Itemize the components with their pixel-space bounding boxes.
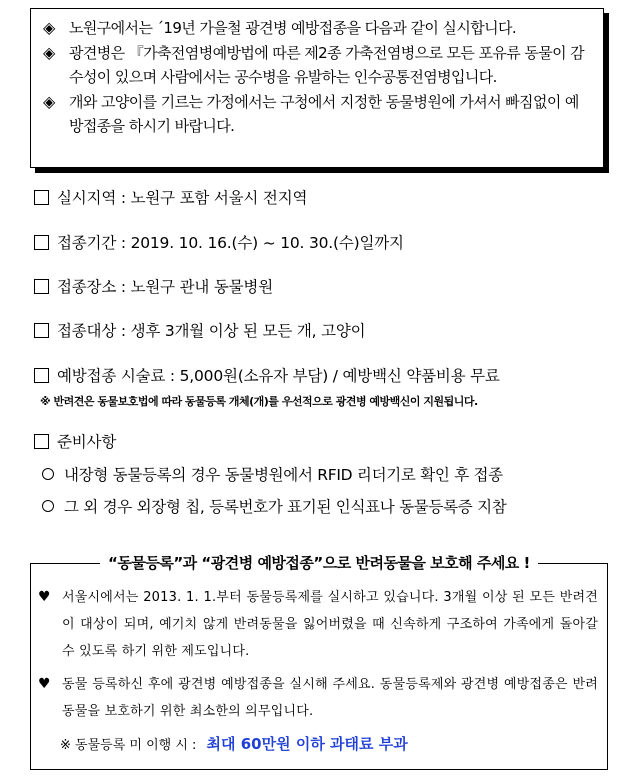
intro-item — [43, 16, 591, 41]
intro-item — [43, 41, 591, 90]
heart-bullet-icon: ♥ — [38, 676, 51, 692]
prep-heading — [34, 430, 116, 452]
detail-place-text: 접종장소 : 노원구 관내 동물병원 — [57, 278, 273, 296]
intro-text: 개와 고양이를 기르는 가정에서는 구청에서 지정한 동물병원에 가셔서 빠짐없이 예방접종을 하시기 바랍니다. — [69, 92, 579, 135]
checkbox-square-icon — [34, 235, 49, 250]
prep-item — [42, 495, 506, 517]
penalty-value: 최대 60만원 이하 과태료 부과 — [206, 735, 408, 753]
detail-period — [34, 231, 404, 253]
intro-item — [43, 90, 591, 139]
detail-place — [34, 275, 273, 297]
registration-item-text: 서울시에서는 2013. 1. 1.부터 동물등록제를 실시하고 있습니다. 3개월 이상 된 모든 반려견이 대상이 되며, 예기치 않게 반려동물을 잃어버렸을 때 신속하게 구조하여 가족에게 돌아갈 수 있도록 하기 위한 제도입니다. — [62, 590, 598, 659]
detail-fee — [34, 364, 500, 386]
heart-bullet-icon: ♥ — [38, 589, 51, 605]
penalty-line — [60, 733, 408, 754]
detail-region-text: 실시지역 : 노원구 포함 서울시 전지역 — [57, 189, 308, 207]
detail-target — [34, 319, 365, 341]
prep-heading-text: 준비사항 — [57, 433, 117, 451]
penalty-label: ※ 동물등록 미 이행 시 : — [60, 738, 197, 753]
prep-item-text: 내장형 동물등록의 경우 동물병원에서 RFID 리더기로 확인 후 접종 — [64, 466, 503, 484]
checkbox-square-icon — [34, 190, 49, 205]
diamond-bullet-icon: ◈ — [43, 42, 55, 62]
detail-target-text: 접종대상 : 생후 3개월 이상 된 모든 개, 고양이 — [57, 322, 366, 340]
registration-item — [38, 671, 598, 725]
circle-bullet-icon — [42, 468, 54, 480]
checkbox-square-icon — [34, 323, 49, 338]
diamond-bullet-icon: ◈ — [43, 18, 55, 37]
registration-box-title: “동물등록”과 “광견병 예방접종”으로 반려동물을 보호해 주세요 ! — [100, 552, 538, 573]
fee-note: ※ 반려견은 동물보호법에 따라 동물등록 개체(개)를 우선적으로 광견병 예방백신이 지원됩니다. — [40, 395, 478, 408]
registration-item-text: 동물 등록하신 후에 광견병 예방접종을 실시해 주세요. 동물등록제와 광견병 예방접종은 반려동물을 보호하기 위한 최소한의 의무입니다. — [62, 677, 598, 719]
checkbox-square-icon — [34, 434, 49, 449]
diamond-bullet-icon: ◈ — [43, 91, 55, 111]
checkbox-square-icon — [34, 368, 49, 383]
intro-text: 광견병은 『가축전염병예방법에 따른 제2종 가축전염병으로 모든 포유류 동물이 감수성이 있으며 사람에서는 공수병을 유발하는 인수공통전염병입니다. — [69, 43, 585, 86]
registration-item — [38, 584, 598, 665]
circle-bullet-icon — [42, 500, 54, 512]
prep-item — [42, 463, 503, 485]
checkbox-square-icon — [34, 279, 49, 294]
detail-region — [34, 186, 307, 208]
prep-item-text: 그 외 경우 외장형 칩, 등록번호가 표기된 인식표나 동물등록증 지참 — [64, 498, 507, 516]
intro-text: 노원구에서는 ´19년 가을철 광견병 예방접종을 다음과 같이 실시합니다. — [69, 19, 517, 37]
detail-fee-text: 예방접종 시술료 : 5,000원(소유자 부담) / 예방백신 약품비용 무료 — [57, 367, 500, 385]
intro-box — [30, 8, 604, 168]
detail-period-text: 접종기간 : 2019. 10. 16.(수) ~ 10. 30.(수)일까지 — [57, 234, 404, 252]
